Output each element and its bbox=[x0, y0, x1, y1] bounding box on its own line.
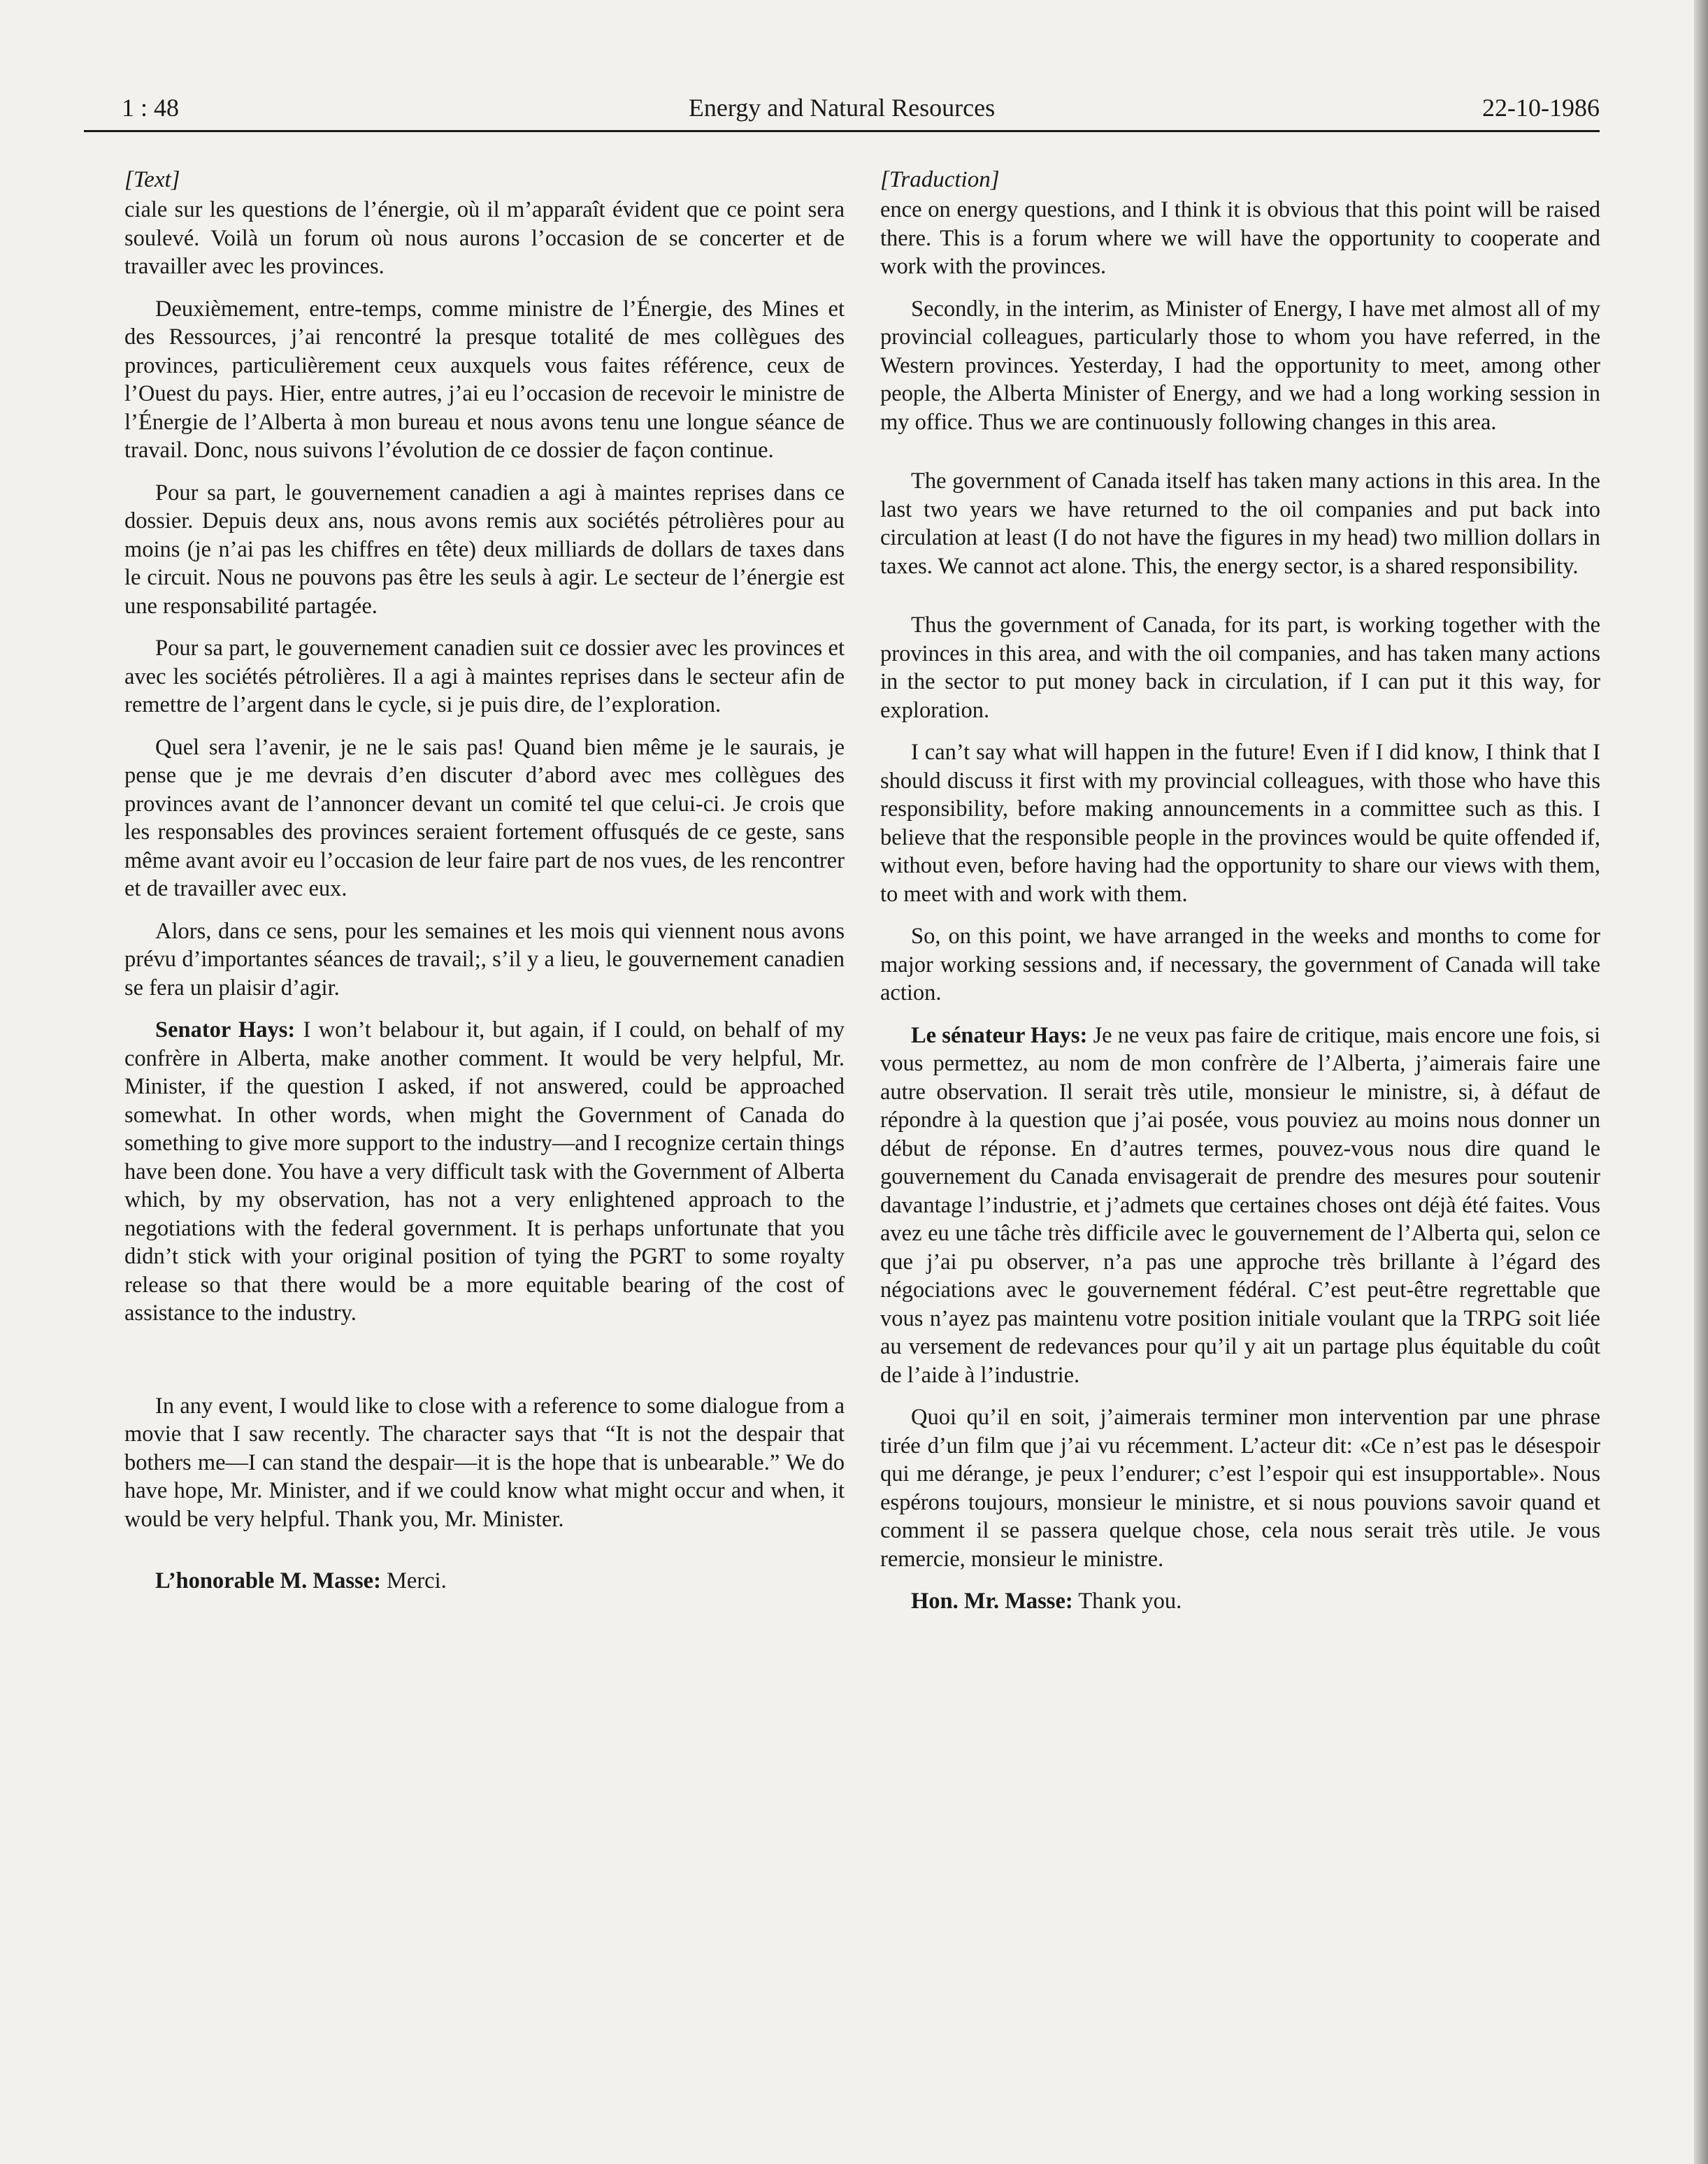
speech-text: Merci. bbox=[380, 1568, 447, 1593]
running-title: Energy and Natural Resources bbox=[688, 94, 996, 122]
speech-text: Je ne veux pas faire de critique, mais encore une fois, si vous permettez, au nom de mon confrère de l’Alberta, j’aimerais faire une autre observation. Il serait très utile, monsieur le ministre, si, à défaut de répondre à la question que j’ai posée, vous pouviez au moins nous donner un début de réponse. En d’autres termes, pouvez-vous nous dire quand le gouvernement du Canada envisagerait de prendre des mesures pour soutenir davantage l’industrie, et j’admets que certaines choses ont déjà été faites. Vous avez eu une tâche très difficile avec le gouvernement de l’Alberta qui, selon ce que j’ai pu observer, n’a pas une approche très brillante à l’égard des négociations avec le gouvernement fédéral. C’est peut-être regrettable que vous n’ayez pas maintenu votre position initiale voulant que la TRPG soit liée au versement de redevances pour qu’il y ait un partage plus équitable du coût de l’aide à l’industrie. bbox=[880, 1022, 1600, 1388]
paragraph: In any event, I would like to close with a reference to some dialogue from a movie that I saw recently. The character says that “It is not the despair that bothers me—I can stand the despair—it is the hope that is unbearable.” We do have hope, Mr. Minister, and if we could know what might occur and when, it would be very helpful. Thank you, Mr. Minister. bbox=[124, 1393, 845, 1532]
speech-text: Thank you. bbox=[1072, 1589, 1182, 1614]
speech bbox=[880, 1022, 1600, 1390]
paragraph: ence on energy questions, and I think it is obvious that this point will be raised there. This is a forum where we will have the opportunity to cooperate and work with the provinces. bbox=[880, 197, 1600, 279]
page-header bbox=[84, 85, 1600, 132]
paragraph: Quoi qu’il en soit, j’aimerais terminer mon intervention par une phrase tirée d’un film que j’ai vu récemment. L’acteur dit: «Ce n’est pas le désespoir qui me dérange, je peux l’endurer; c’est l’espoir qui est insupportable». Nous espérons toujours, monsieur le ministre, et si nous pouvions savoir quand et comment il se passera quelque chose, cela nous serait très utile. Je vous remercie, monsieur le ministre. bbox=[880, 1405, 1600, 1572]
paragraph: Thus the government of Canada, for its part, is working together with the provinces in this area, and with the oil companies, and has taken many actions in the sector to put money back in circulation, if I can put it this way, for exploration. bbox=[880, 612, 1600, 723]
paragraph: ciale sur les questions de l’énergie, où il m’apparaît évident que ce point sera soulevé. Voilà un forum où nous aurons l’occasion de se concerter et de travailler avec les provinces. bbox=[124, 197, 845, 279]
paragraph: Alors, dans ce sens, pour les semaines et les mois qui viennent nous avons prévu d’importantes séances de travail;, s’il y a lieu, le gouvernement canadien se fera un plaisir d’agir. bbox=[124, 918, 845, 1001]
speaker-name: Hon. Mr. Masse: bbox=[911, 1589, 1073, 1614]
speech bbox=[124, 1567, 845, 1596]
paragraph: The government of Canada itself has taken many actions in this area. In the last two years we have returned to the oil companies and put back into circulation at least (I do not have the figures in my head) two million dollars in taxes. We cannot act alone. This, the energy sector, is a shared responsibility. bbox=[880, 468, 1600, 579]
left-column-french bbox=[124, 165, 845, 1610]
paragraph: Deuxièmement, entre-temps, comme ministre de l’Énergie, des Mines et des Ressources, j’ai rencontré la presque totalité de mes collègues des provinces, particulièrement ceux auxquels vous faites référence, ceux de l’Ouest du pays. Hier, entre autres, j’ai eu l’occasion de recevoir le ministre de l’Énergie de l’Alberta à mon bureau et nous avons tenu une longue séance de travail. Donc, nous suivons l’évolution de ce dossier de façon continue. bbox=[124, 296, 845, 463]
paragraph: Pour sa part, le gouvernement canadien suit ce dossier avec les provinces et avec les sociétés pétrolières. Il a agi à maintes reprises dans le secteur afin de remettre de l’argent dans le cycle, si je puis dire, de l’exploration. bbox=[124, 636, 845, 717]
speaker-name: Senator Hays: bbox=[155, 1017, 296, 1042]
right-column-english bbox=[880, 165, 1600, 1630]
paragraph: So, on this point, we have arranged in the weeks and months to come for major working sessions and, if necessary, the government of Canada will take action. bbox=[880, 924, 1600, 1005]
speech bbox=[124, 1016, 845, 1328]
page-number: 1 : 48 bbox=[122, 94, 180, 122]
paragraph: Quel sera l’avenir, je ne le sais pas! Quand bien même je le saurais, je pense que je me devrais d’en discuter d’abord avec mes collègues des provinces avant de l’annoncer devant un comité tel que celui-ci. Je crois que les responsables des provinces seraient fortement offusqués de ce geste, sans même avant avoir eu l’occasion de leur faire part de nos vues, de les rencontrer et de travailler avec eux. bbox=[124, 734, 845, 901]
header-date: 22-10-1986 bbox=[1482, 94, 1600, 122]
speech-text: I won’t belabour it, but again, if I could, on behalf of my confrère in Alberta, make another comment. It would be very helpful, Mr. Minister, if the question I asked, if not answered, could be approached somewhat. In other words, when might the Government of Canada do something to give more support to the industry—and I recognize certain things have been done. You have a very difficult task with the Government of Alberta which, by my observation, has not a very enlightened approach to the negotiations with the federal government. It is perhaps unfortunate that you didn’t stick with your original position of tying the PGRT to some royalty release so that there would be a more equitable bearing of the cost of assistance to the industry. bbox=[124, 1017, 845, 1326]
column-heading: [Traduction] bbox=[880, 167, 1000, 192]
speaker-name: Le sénateur Hays: bbox=[911, 1022, 1088, 1048]
speech bbox=[880, 1587, 1600, 1616]
paragraph: Pour sa part, le gouvernement canadien a agi à maintes reprises dans ce dossier. Depuis deux ans, nous avons remis aux sociétés pétrolières pour au moins (je n’ai pas les chiffres en tête) deux milliards de dollars de taxes dans le circuit. Nous ne pouvons pas être les seuls à agir. Le secteur de l’énergie est une responsabilité partagée. bbox=[124, 480, 845, 619]
paragraph: Secondly, in the interim, as Minister of Energy, I have met almost all of my provincial colleagues, particularly those to whom you have referred, in the Western provinces. Yesterday, I had the opportunity to meet, among other people, the Alberta Minister of Energy, and we had a long working session in my office. Thus we are continuously following changes in this area. bbox=[880, 296, 1600, 435]
paragraph: I can’t say what will happen in the future! Even if I did know, I think that I should discuss it first with my provincial colleagues, with those who have this responsibility, before making announcements in a committee such as this. I believe that the responsible people in the provinces would be quite offended if, without even, before having had the opportunity to share our views with them, to meet with and work with them. bbox=[880, 740, 1600, 907]
speaker-name: L’honorable M. Masse: bbox=[155, 1568, 381, 1593]
column-heading: [Text] bbox=[124, 167, 180, 192]
page-edge bbox=[1694, 0, 1708, 2164]
